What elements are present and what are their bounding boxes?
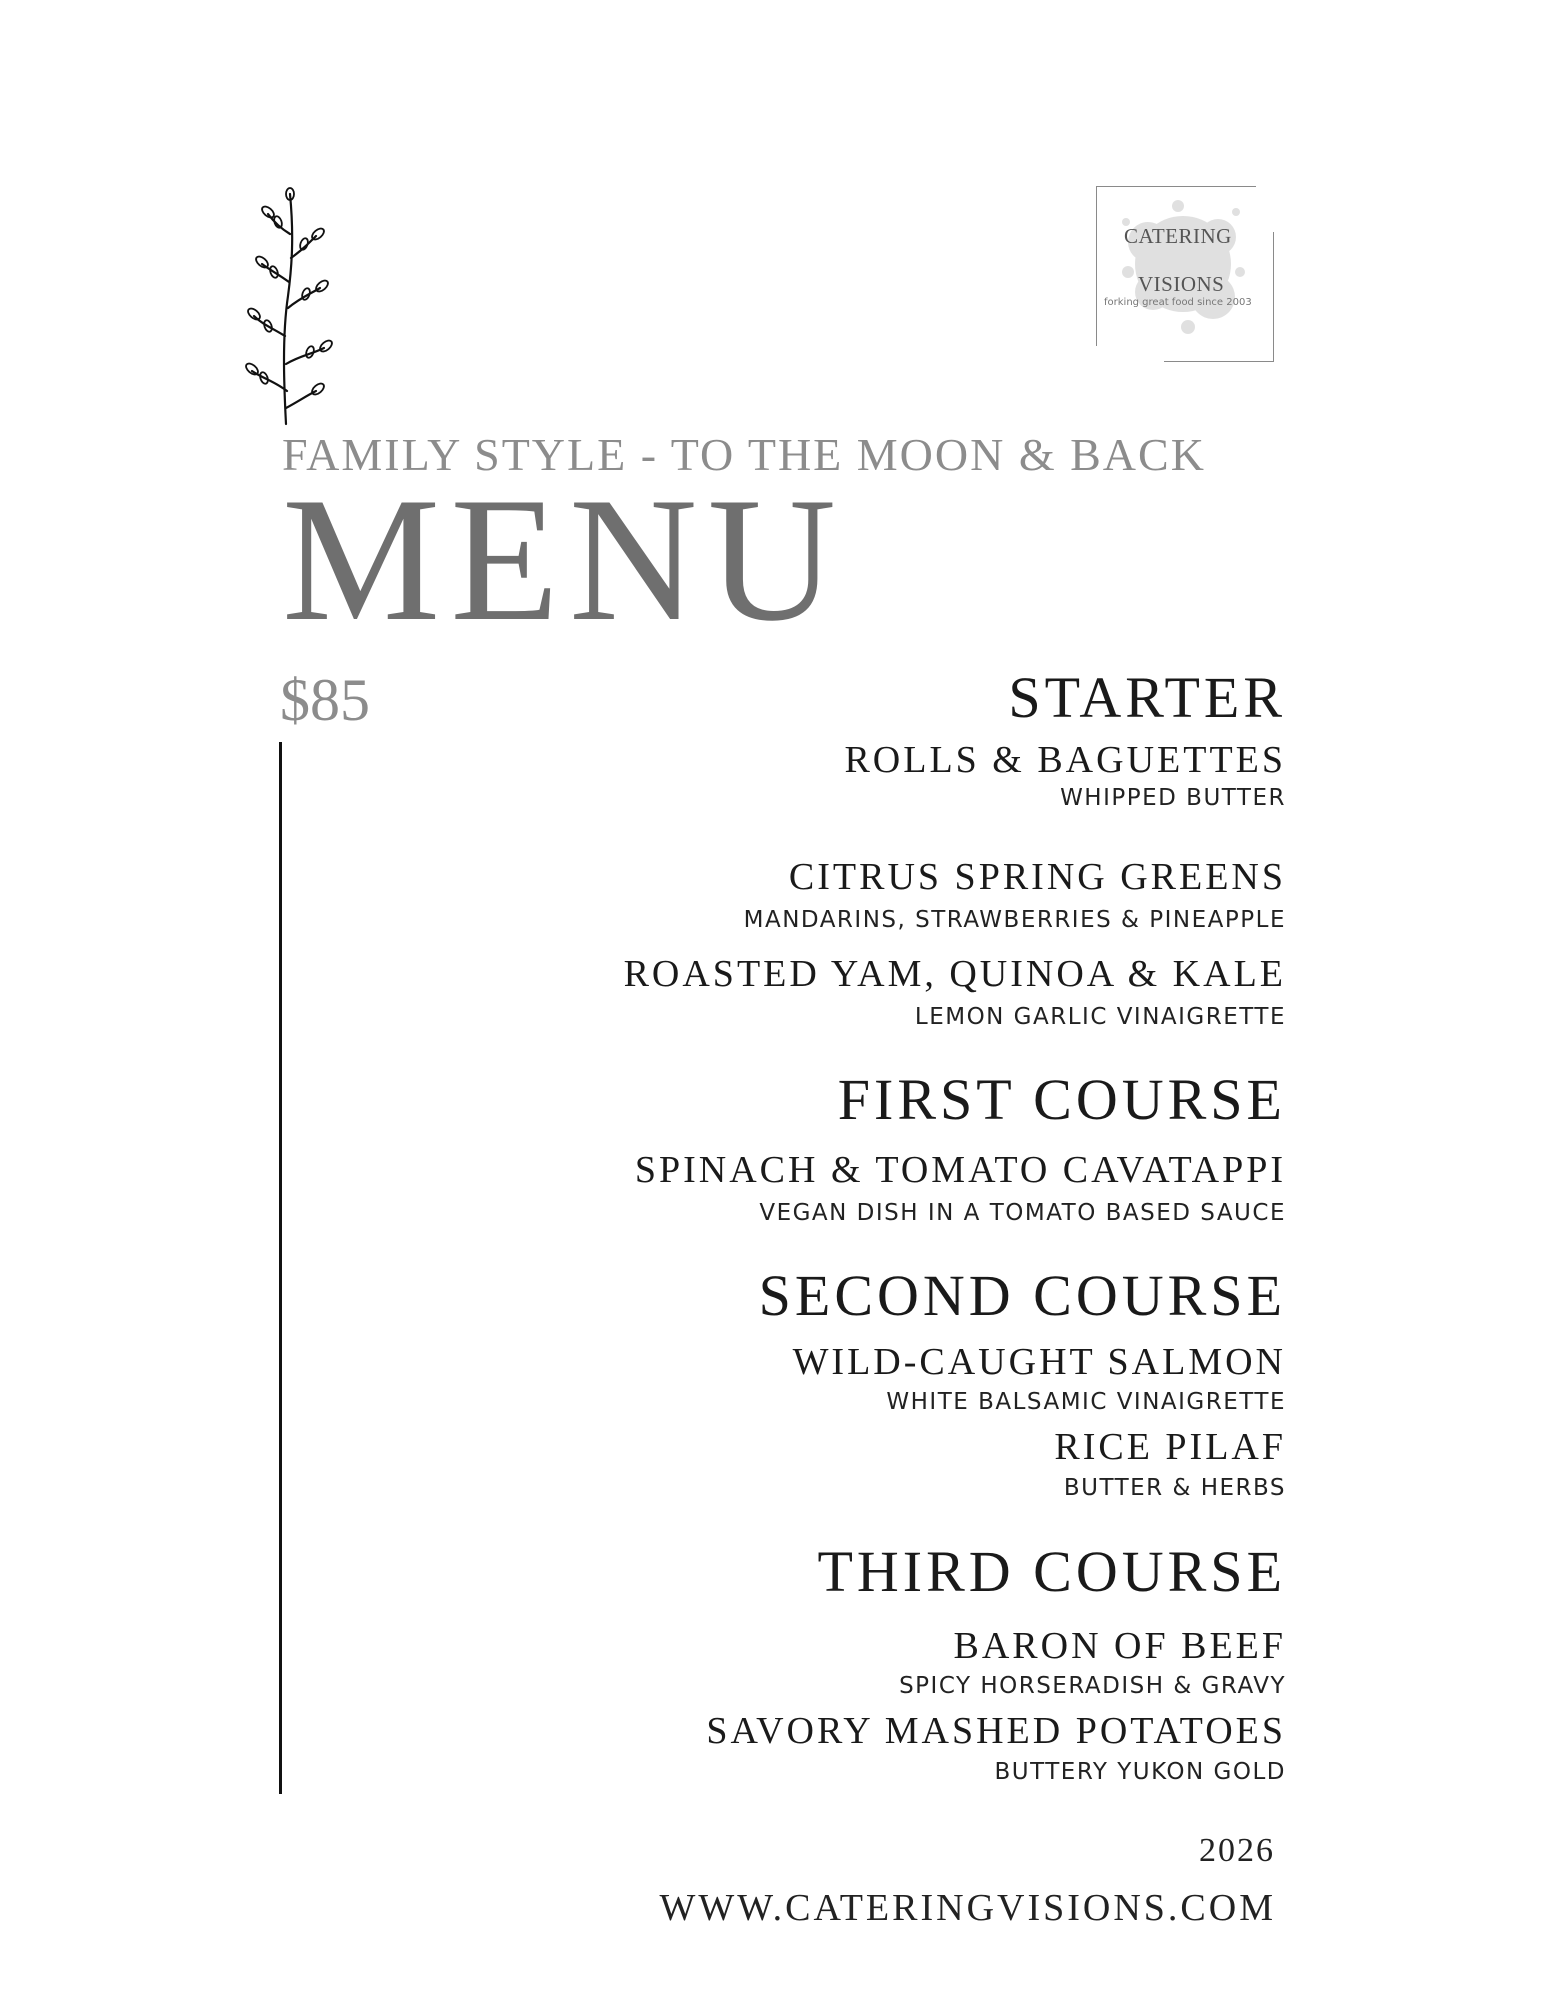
dish-name: CITRUS SPRING GREENS [788, 856, 1286, 898]
section-heading-second-course: SECOND COURSE [758, 1263, 1286, 1328]
logo-line-2: VISIONS [1138, 272, 1225, 296]
menu-price: $85 [280, 667, 370, 733]
dish-detail: WHIPPED BUTTER [1060, 785, 1286, 811]
catering-visions-logo [1096, 186, 1274, 362]
dish-name: ROLLS & BAGUETTES [844, 739, 1286, 781]
dish-name: ROASTED YAM, QUINOA & KALE [623, 953, 1286, 995]
dish-detail: WHITE BALSAMIC VINAIGRETTE [886, 1389, 1286, 1415]
menu-subtitle: FAMILY STYLE - TO THE MOON & BACK [282, 429, 1206, 480]
section-heading-first-course: FIRST COURSE [837, 1067, 1286, 1132]
dish-name: BARON OF BEEF [953, 1625, 1286, 1667]
logo-line-1: CATERING [1124, 224, 1232, 248]
dish-detail: BUTTERY YUKON GOLD [994, 1759, 1286, 1785]
section-heading-starter: STARTER [1008, 665, 1286, 730]
menu-year: 2026 [1199, 1832, 1275, 1869]
vertical-divider [279, 742, 282, 1794]
dish-name: SAVORY MASHED POTATOES [706, 1710, 1286, 1752]
dish-detail: VEGAN DISH IN A TOMATO BASED SAUCE [759, 1200, 1286, 1226]
dish-detail: SPICY HORSERADISH & GRAVY [899, 1673, 1286, 1699]
dish-detail: BUTTER & HERBS [1063, 1475, 1286, 1501]
dish-detail: LEMON GARLIC VINAIGRETTE [914, 1004, 1286, 1030]
dish-name: SPINACH & TOMATO CAVATAPPI [634, 1149, 1286, 1191]
section-heading-third-course: THIRD COURSE [817, 1539, 1286, 1604]
dish-name: WILD-CAUGHT SALMON [792, 1341, 1286, 1383]
dish-name: RICE PILAF [1054, 1426, 1286, 1468]
logo-tagline: forking great food since 2003 [1104, 297, 1252, 308]
website-link[interactable]: WWW.CATERINGVISIONS.COM [659, 1887, 1276, 1929]
dish-detail: MANDARINS, STRAWBERRIES & PINEAPPLE [743, 907, 1286, 933]
menu-title: MENU [282, 460, 847, 658]
botanical-sprig-icon [244, 186, 354, 426]
